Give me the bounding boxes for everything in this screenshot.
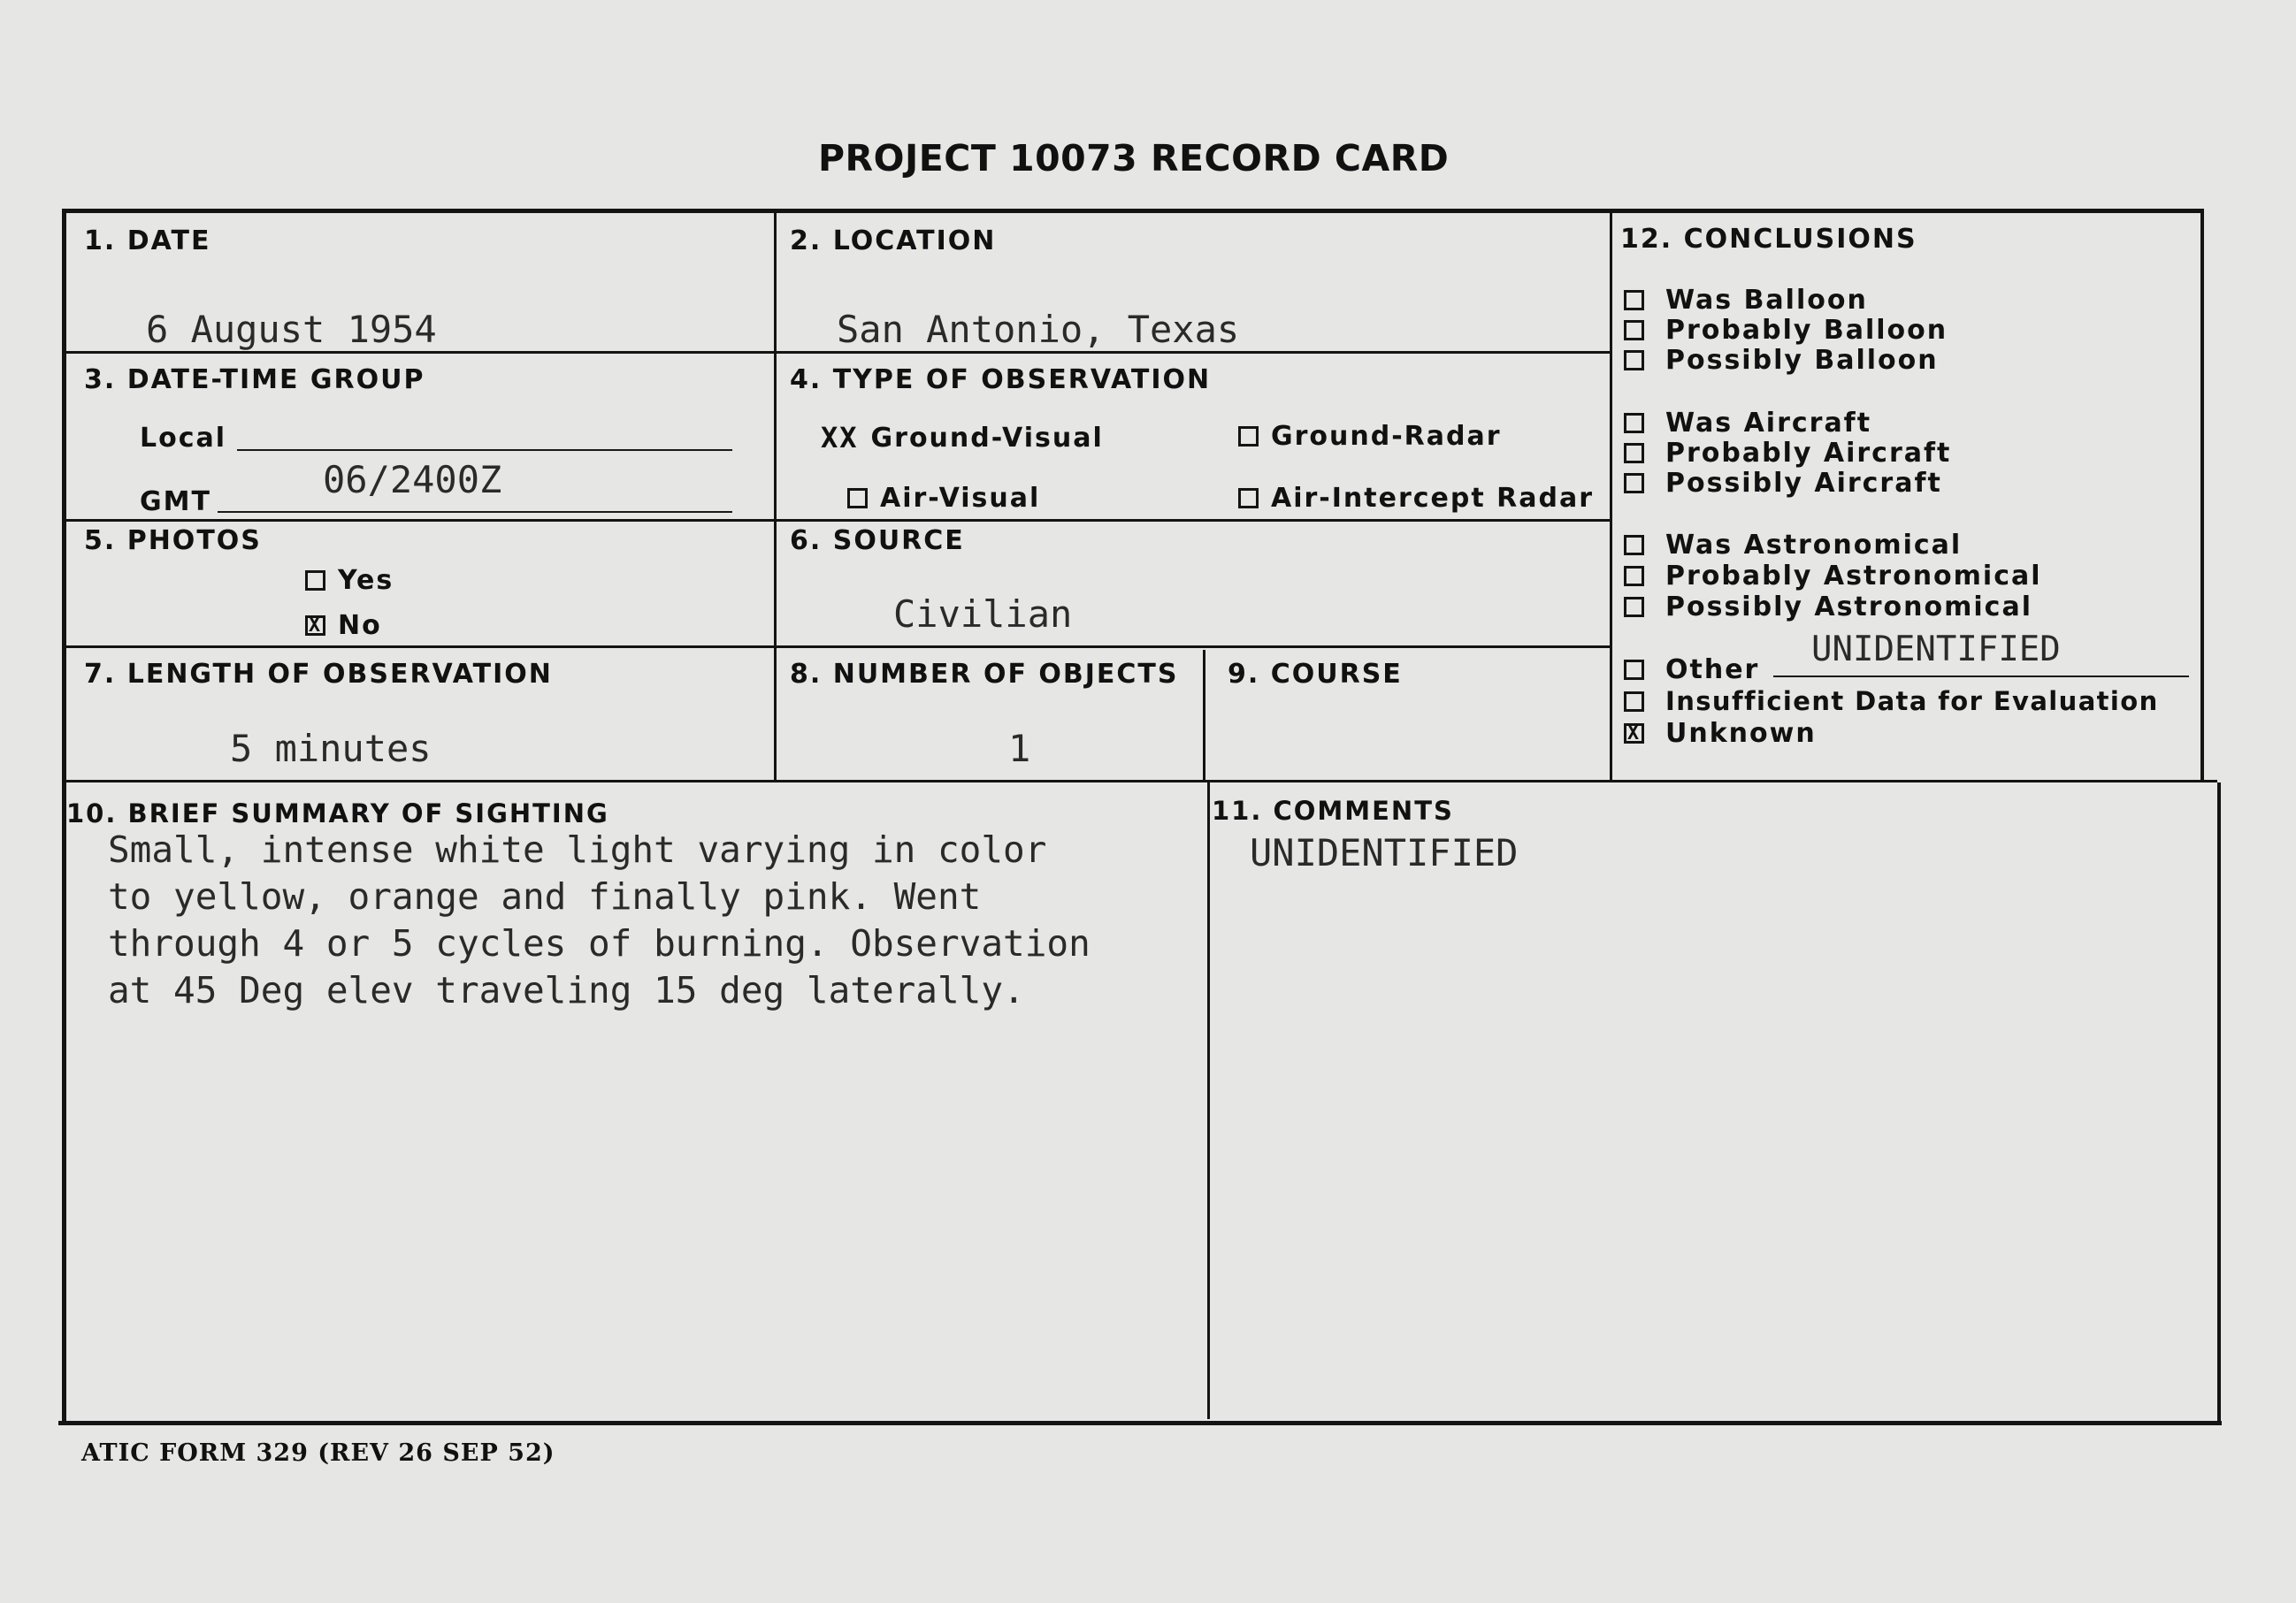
other-underline xyxy=(1773,676,2189,677)
conclusion-checkbox[interactable] xyxy=(1624,443,1644,463)
photos-label: 5. PHOTOS xyxy=(84,525,262,556)
location-label: 2. LOCATION xyxy=(790,225,997,256)
insufficient-label: Insufficient Data for Evaluation xyxy=(1665,686,2159,716)
conclusion-checkbox[interactable] xyxy=(1624,350,1644,370)
other-label: Other xyxy=(1665,654,1760,685)
conclusion-insufficient[interactable] xyxy=(1624,686,2159,716)
gmt-underline xyxy=(218,511,732,513)
ground-radar-label: Ground-Radar xyxy=(1271,421,1502,452)
unknown-checkbox[interactable]: X xyxy=(1624,723,1644,744)
divider-h4 xyxy=(66,780,2217,782)
conclusion-item[interactable] xyxy=(1624,561,2042,592)
ground-radar-option[interactable] xyxy=(1238,421,1502,452)
conclusion-item-label: Possibly Aircraft xyxy=(1665,468,1942,499)
dtg-label: 3. DATE-TIME GROUP xyxy=(84,364,425,395)
conclusion-item[interactable] xyxy=(1624,438,1951,469)
conclusion-item[interactable] xyxy=(1624,468,1942,499)
frame-right-lower xyxy=(2217,782,2221,1424)
card-title: PROJECT 10073 RECORD CARD xyxy=(818,137,1450,179)
ground-visual-mark: XX xyxy=(821,421,859,454)
conclusion-item-label: Probably Balloon xyxy=(1665,315,1948,346)
objects-label: 8. NUMBER OF OBJECTS xyxy=(790,659,1179,690)
conclusion-item-label: Was Astronomical xyxy=(1665,530,1963,561)
air-visual-label: Air-Visual xyxy=(880,483,1041,514)
ground-visual-label: Ground-Visual xyxy=(870,422,1104,454)
date-label: 1. DATE xyxy=(84,225,211,256)
photos-yes-label: Yes xyxy=(338,565,394,596)
length-value: 5 minutes xyxy=(230,727,432,770)
air-intercept-option[interactable] xyxy=(1238,483,1594,514)
frame-top xyxy=(64,209,2204,213)
gmt-label: GMT xyxy=(140,486,211,517)
conclusion-item-label: Possibly Balloon xyxy=(1665,345,1939,376)
date-value: 6 August 1954 xyxy=(146,308,437,351)
conclusions-label: 12. CONCLUSIONS xyxy=(1620,224,1917,255)
photos-yes-option[interactable] xyxy=(305,565,394,596)
photos-yes-checkbox[interactable] xyxy=(305,570,325,591)
conclusion-item[interactable] xyxy=(1624,345,1939,376)
air-intercept-checkbox[interactable] xyxy=(1238,488,1259,508)
source-value: Civilian xyxy=(893,592,1073,636)
length-label: 7. LENGTH OF OBSERVATION xyxy=(84,659,553,690)
form-footer: ATIC FORM 329 (REV 26 SEP 52) xyxy=(81,1439,555,1467)
conclusion-checkbox[interactable] xyxy=(1624,413,1644,433)
local-label: Local xyxy=(140,423,227,454)
conclusion-item-label: Was Balloon xyxy=(1665,285,1868,316)
conclusion-other[interactable] xyxy=(1624,654,1759,685)
frame-bottom xyxy=(58,1421,2222,1425)
frame-right-upper xyxy=(2200,212,2204,782)
conclusion-checkbox[interactable] xyxy=(1624,473,1644,493)
ground-radar-checkbox[interactable] xyxy=(1238,426,1259,447)
conclusion-checkbox[interactable] xyxy=(1624,320,1644,340)
source-label: 6. SOURCE xyxy=(790,525,965,556)
conclusion-item[interactable] xyxy=(1624,530,1962,561)
conclusion-item[interactable] xyxy=(1624,592,2032,622)
divider-v1 xyxy=(774,212,777,782)
conclusion-checkbox[interactable] xyxy=(1624,290,1644,310)
photos-no-option[interactable] xyxy=(305,610,382,641)
conclusion-checkbox[interactable] xyxy=(1624,597,1644,617)
summary-line: Small, intense white light varying in color xyxy=(108,828,1047,871)
objects-value: 1 xyxy=(1008,727,1031,770)
photos-no-checkbox[interactable]: X xyxy=(305,615,325,636)
summary-label: 10. BRIEF SUMMARY OF SIGHTING xyxy=(66,798,609,828)
photos-no-label: No xyxy=(338,610,382,641)
air-visual-option[interactable] xyxy=(847,483,1040,514)
conclusion-item-label: Was Aircraft xyxy=(1665,408,1872,439)
conclusion-item-label: Possibly Astronomical xyxy=(1665,592,2032,622)
conclusion-item-label: Probably Astronomical xyxy=(1665,561,2042,592)
divider-v2 xyxy=(1610,212,1612,782)
other-value: UNIDENTIFIED xyxy=(1811,630,2061,669)
course-label: 9. COURSE xyxy=(1228,659,1403,690)
air-visual-checkbox[interactable] xyxy=(847,488,868,508)
conclusion-unknown[interactable] xyxy=(1624,718,1817,749)
conclusion-item-label: Probably Aircraft xyxy=(1665,438,1952,469)
conclusion-checkbox[interactable] xyxy=(1624,535,1644,555)
other-checkbox[interactable] xyxy=(1624,660,1644,680)
divider-v4 xyxy=(1207,782,1210,1419)
summary-text xyxy=(108,827,1205,1014)
divider-h1 xyxy=(66,351,1610,354)
unknown-label: Unknown xyxy=(1665,718,1817,749)
ground-visual-option[interactable] xyxy=(821,421,1104,454)
insufficient-checkbox[interactable] xyxy=(1624,691,1644,712)
air-intercept-label: Air-Intercept Radar xyxy=(1271,483,1594,514)
gmt-value: 06/2400Z xyxy=(323,458,502,501)
local-underline xyxy=(237,449,732,451)
conclusion-item[interactable] xyxy=(1624,408,1871,439)
summary-line: at 45 Deg elev traveling 15 deg laterally. xyxy=(108,969,1025,1011)
divider-h2 xyxy=(66,519,1610,522)
location-value: San Antonio, Texas xyxy=(837,308,1240,351)
comments-value: UNIDENTIFIED xyxy=(1250,831,1519,874)
summary-line: through 4 or 5 cycles of burning. Observation xyxy=(108,922,1091,965)
divider-h3 xyxy=(66,645,1610,648)
conclusion-checkbox[interactable] xyxy=(1624,566,1644,586)
summary-line: to yellow, orange and finally pink. Went xyxy=(108,875,982,918)
conclusion-item[interactable] xyxy=(1624,315,1948,346)
type-label: 4. TYPE OF OBSERVATION xyxy=(790,364,1212,395)
comments-label: 11. COMMENTS xyxy=(1212,796,1454,826)
divider-v3 xyxy=(1203,650,1205,782)
conclusion-item[interactable] xyxy=(1624,285,1868,316)
